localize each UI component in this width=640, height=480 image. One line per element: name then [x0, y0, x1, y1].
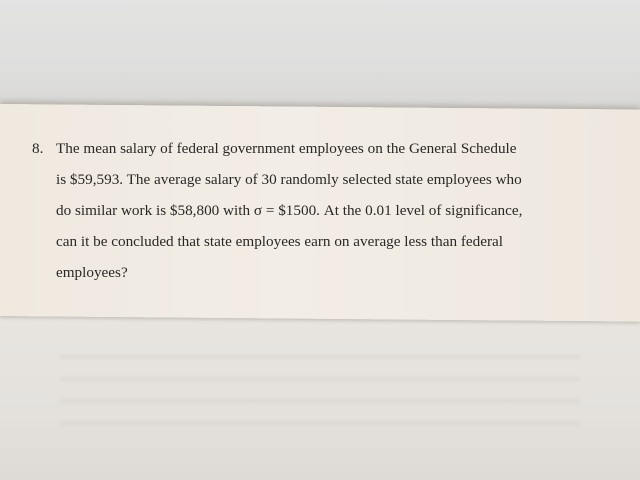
- problem-line-1: The mean salary of federal government employees on the General Schedule: [56, 140, 517, 157]
- problem-8: [32, 133, 632, 288]
- problem-line-2: is $59,593. The average salary of 30 randomly selected state employees who: [56, 171, 522, 188]
- problem-line-5: employees?: [56, 264, 128, 281]
- problem-line-4: can it be concluded that state employees earn on average less than federal: [56, 233, 503, 250]
- problem-number: 8.: [32, 140, 44, 157]
- problem-line-3: do similar work is $58,800 with σ = $1500. At the 0.01 level of significance,: [56, 202, 523, 219]
- bleed-through-text: [60, 345, 580, 435]
